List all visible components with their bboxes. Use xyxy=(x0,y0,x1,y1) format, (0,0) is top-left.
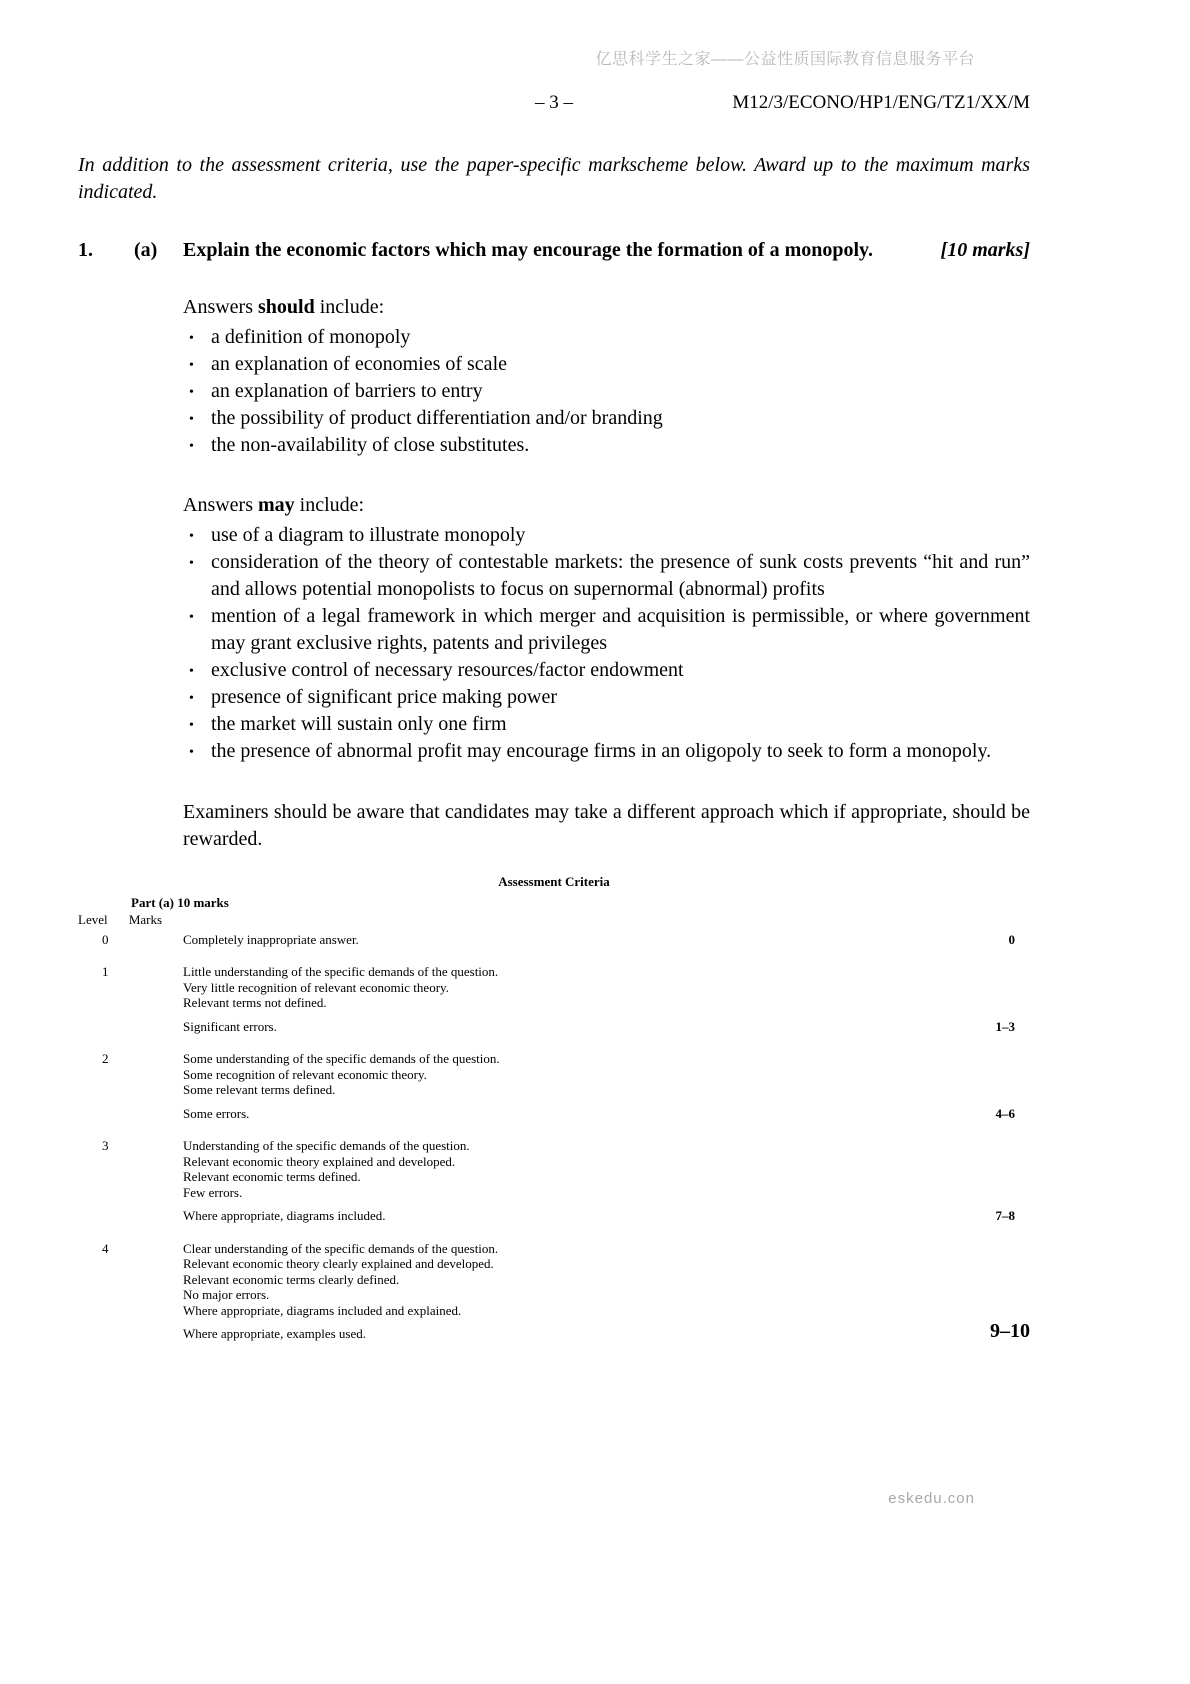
criteria-line: Little understanding of the specific demands of the question. xyxy=(183,964,499,979)
criteria-description xyxy=(183,1051,996,1121)
marks-column-label: Marks xyxy=(128,912,163,927)
criteria-line: Completely inappropriate answer. xyxy=(183,931,359,947)
bullet-item: • presence of significant price making power xyxy=(183,684,1030,711)
answer-guidance xyxy=(183,294,1030,853)
criteria-title: Assessment Criteria xyxy=(498,874,610,889)
criteria-row xyxy=(78,964,1030,1034)
criteria-line: Some understanding of the specific demands of the question. xyxy=(183,1051,500,1066)
criteria-description xyxy=(183,1241,990,1342)
criteria-line: Some relevant terms defined. xyxy=(183,1082,336,1097)
intro-paragraph: In addition to the assessment criteria, use the paper-specific markscheme below. Award up to the maximum marks indicated. xyxy=(78,154,1030,203)
assessment-criteria xyxy=(78,874,1030,1342)
question-number: 1. xyxy=(78,239,93,261)
criteria-line: Clear understanding of the specific demands of the question. xyxy=(183,1240,499,1256)
criteria-column-headers xyxy=(78,912,1030,928)
lead-bold-word: may xyxy=(258,494,295,516)
criteria-description xyxy=(183,964,996,1034)
bullet-item: • mention of a legal framework in which merger and acquisition is permissible, or where government may grant exclusive rights, patents and privileges xyxy=(183,603,1030,657)
criteria-line: Relevant economic terms clearly defined. xyxy=(183,1271,400,1287)
criteria-marks: 4–6 xyxy=(995,1105,1015,1121)
question-part-label: (a) xyxy=(134,239,158,261)
criteria-line: Relevant economic terms defined. xyxy=(183,1169,361,1184)
criteria-line: Where appropriate, examples used. xyxy=(183,1326,367,1341)
level-column-label: Level xyxy=(78,912,108,927)
criteria-level: 0 xyxy=(102,931,109,947)
criteria-level: 2 xyxy=(102,1051,109,1066)
criteria-line: Significant errors. xyxy=(183,1018,277,1034)
bullet-item: • consideration of the theory of contestable markets: the presence of sunk costs prevents “hit and run” and allows potential monopolists to focus on supernormal (abnormal) profits xyxy=(183,549,1030,603)
may-include-list xyxy=(183,522,1030,765)
lead-post-text: include: xyxy=(294,494,365,516)
bullet-item: • use of a diagram to illustrate monopoly xyxy=(183,522,1030,549)
criteria-line: Relevant economic theory explained and developed. xyxy=(183,1153,456,1169)
criteria-rows xyxy=(78,932,1030,1342)
criteria-description xyxy=(183,932,1009,948)
bullet-item: • the possibility of product differentiation and/or branding xyxy=(183,405,1030,432)
document-code: M12/3/ECONO/HP1/ENG/TZ1/XX/M xyxy=(732,92,1030,113)
answers-may-lead xyxy=(183,492,1030,519)
should-include-list xyxy=(183,324,1030,459)
criteria-marks: 7–8 xyxy=(995,1208,1015,1223)
criteria-line: Very little recognition of relevant economic theory. xyxy=(183,979,449,995)
criteria-row xyxy=(78,1241,1030,1342)
criteria-line: Relevant economic theory clearly explained and developed. xyxy=(183,1256,494,1271)
criteria-level: 3 xyxy=(102,1138,109,1153)
top-watermark: 亿思科学生之家——公益性质国际教育信息服务平台 xyxy=(595,51,975,68)
page-number: – 3 – xyxy=(535,92,573,113)
criteria-line: Understanding of the specific demands of the question. xyxy=(183,1138,470,1153)
criteria-line: Some errors. xyxy=(183,1105,250,1121)
criteria-line: Few errors. xyxy=(183,1184,243,1200)
criteria-row xyxy=(78,1138,1030,1224)
question-text: Explain the economic factors which may encourage the formation of a monopoly. xyxy=(183,239,873,261)
bullet-item: • the presence of abnormal profit may encourage firms in an oligopoly to seek to form a monopoly. xyxy=(183,738,1030,765)
page-header xyxy=(78,92,1030,118)
lead-pre-text: Answers xyxy=(183,296,258,318)
criteria-line: Where appropriate, diagrams included. xyxy=(183,1208,386,1223)
criteria-description xyxy=(183,1138,996,1224)
bullet-item: • a definition of monopoly xyxy=(183,324,1030,351)
examiner-note: Examiners should be aware that candidates may take a different approach which if appropriate, should be rewarded. xyxy=(183,801,1030,850)
criteria-marks: 9–10 xyxy=(990,1319,1030,1342)
criteria-line: Some recognition of relevant economic theory. xyxy=(183,1066,427,1082)
criteria-line: Where appropriate, diagrams included and explained. xyxy=(183,1302,462,1318)
criteria-level: 4 xyxy=(102,1240,109,1256)
answers-should-lead xyxy=(183,294,1030,321)
criteria-line: Relevant terms not defined. xyxy=(183,995,327,1010)
bullet-item: • an explanation of barriers to entry xyxy=(183,378,1030,405)
bullet-item: • exclusive control of necessary resources/factor endowment xyxy=(183,657,1030,684)
criteria-row xyxy=(78,1051,1030,1121)
question-marks: [10 marks] xyxy=(940,239,1030,261)
criteria-marks: 0 xyxy=(1008,931,1015,947)
lead-bold-word: should xyxy=(258,296,315,318)
bullet-item: • an explanation of economies of scale xyxy=(183,351,1030,378)
question-row xyxy=(78,237,1030,264)
lead-pre-text: Answers xyxy=(183,494,258,516)
footer-watermark: eskedu.con xyxy=(888,1490,975,1507)
criteria-part-label: Part (a) 10 marks xyxy=(131,894,229,910)
criteria-line: No major errors. xyxy=(183,1287,270,1302)
bullet-item: • the non-availability of close substitutes. xyxy=(183,432,1030,459)
criteria-marks: 1–3 xyxy=(995,1018,1015,1034)
lead-post-text: include: xyxy=(314,296,385,318)
criteria-row xyxy=(78,932,1030,948)
bullet-item: • the market will sustain only one firm xyxy=(183,711,1030,738)
criteria-level: 1 xyxy=(102,964,109,979)
